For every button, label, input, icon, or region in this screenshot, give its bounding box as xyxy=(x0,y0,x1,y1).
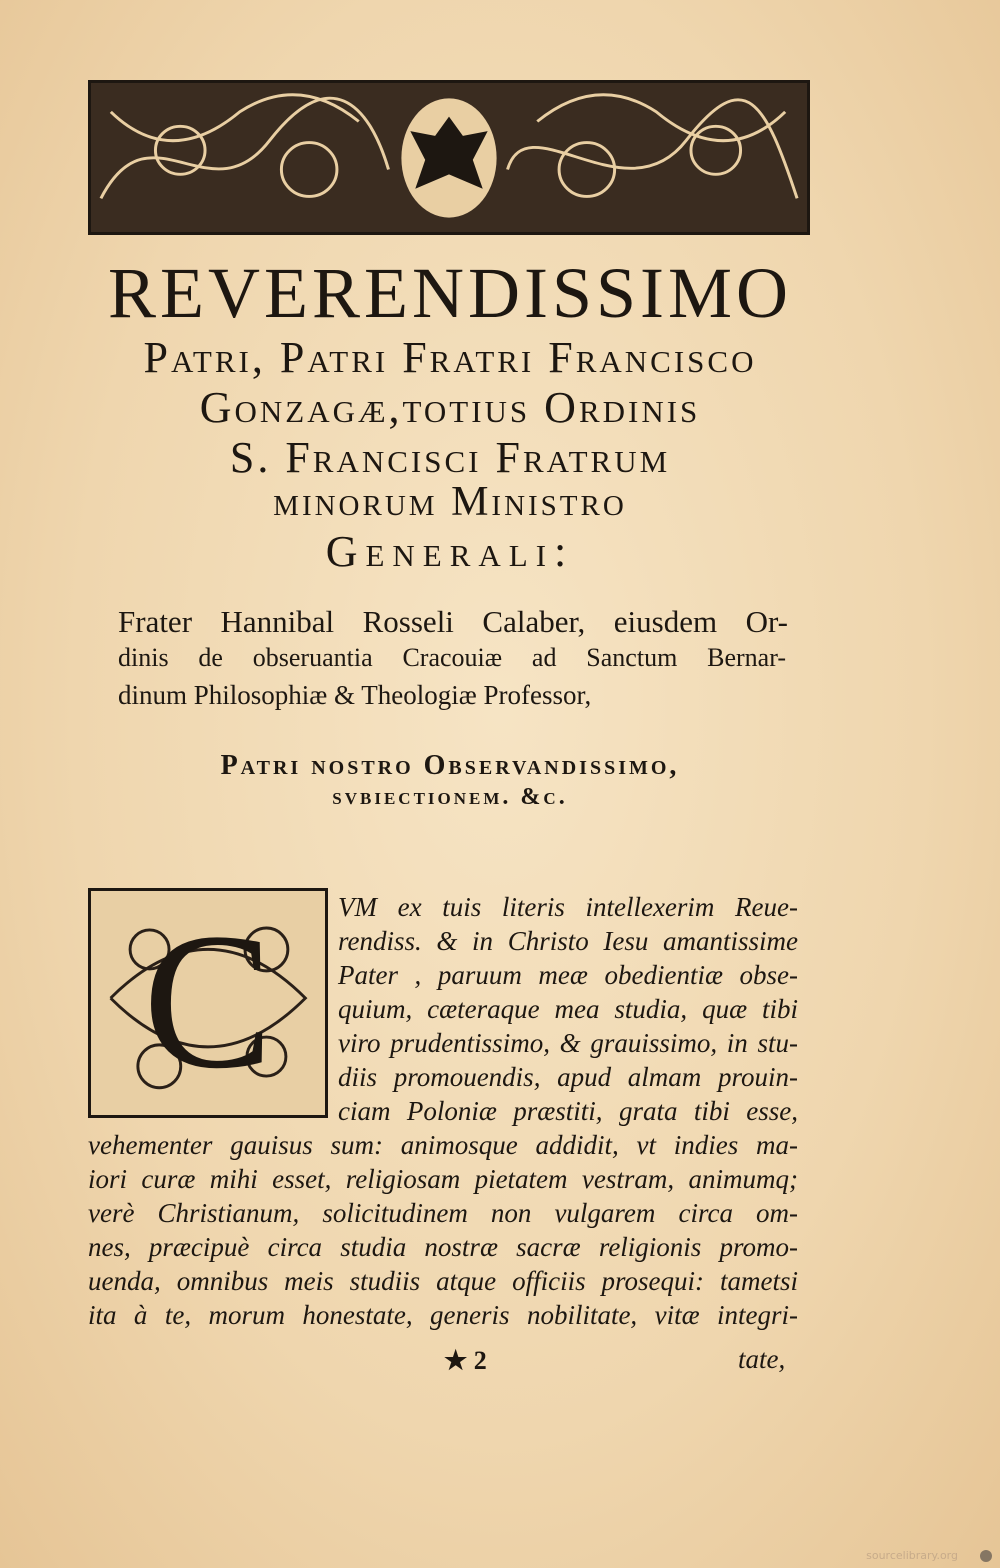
header-line: Generali: xyxy=(325,527,575,576)
header-line: minorum Ministro xyxy=(273,479,627,525)
body-line: uenda, omnibus meis studiis atque officiis prosequi: tametsi xyxy=(88,1266,798,1296)
body-line: quium, cæteraque mea studia, quæ tibi xyxy=(338,994,798,1024)
title-reverendissimo: REVERENDISSIMO xyxy=(107,253,793,333)
catchword: tate, xyxy=(738,1344,786,1374)
body-line: ciam Poloniæ præstiti, grata tibi esse, xyxy=(338,1096,798,1126)
body-beside-cap xyxy=(338,890,798,1128)
body-line: rendiss. & in Christo Iesu amantissime xyxy=(338,926,798,956)
body-line: verè Christianum, solicitudinem non vulgarem circa om- xyxy=(88,1198,798,1228)
watermark: sourcelibrary.org xyxy=(866,1549,958,1562)
drop-cap-c xyxy=(88,888,328,1118)
body-line: VM ex tuis literis intellexerim Reue- xyxy=(338,892,798,922)
watermark-logo-icon xyxy=(980,1550,992,1562)
headpiece-ornament xyxy=(88,80,810,235)
signature-mark: ★ 2 xyxy=(444,1346,487,1375)
author-line: dinis de obseruantia Cracouiæ ad Sanctum Bernar- xyxy=(118,643,786,672)
author-line: dinum Philosophiæ & Theologiæ Professor, xyxy=(118,680,592,710)
header-line: Patri, Patri Fratri Francisco xyxy=(143,333,757,382)
body-line: diis promouendis, apud almam prouin- xyxy=(338,1062,798,1092)
salutation-line: Patri nostro Observandissimo, xyxy=(220,750,680,781)
header-line: Gonzagæ,totius Ordinis xyxy=(199,383,701,432)
svg-text:C: C xyxy=(143,893,273,1110)
author-line: Frater Hannibal Rosseli Calaber, eiusdem Or- xyxy=(118,604,788,639)
body-line: iori curæ mihi esset, religiosam pietatem vestram, animumq; xyxy=(88,1164,798,1194)
body-line: Pater , paruum meæ obedientiæ obse- xyxy=(338,960,798,990)
body-full xyxy=(88,1128,798,1332)
header-line: S. Francisci Fratrum xyxy=(229,433,671,482)
body-line: ita à te, morum honestate, generis nobilitate, vitæ integri- xyxy=(88,1300,798,1330)
body-line: vehementer gauisus sum: animosque addidit, vt indies ma- xyxy=(88,1130,798,1160)
body-line: viro prudentissimo, & grauissimo, in stu- xyxy=(338,1028,798,1058)
salutation-line: svbiectionem. &c. xyxy=(332,784,568,810)
body-line: nes, præcipuè circa studia nostræ sacræ religionis promo- xyxy=(88,1232,798,1262)
